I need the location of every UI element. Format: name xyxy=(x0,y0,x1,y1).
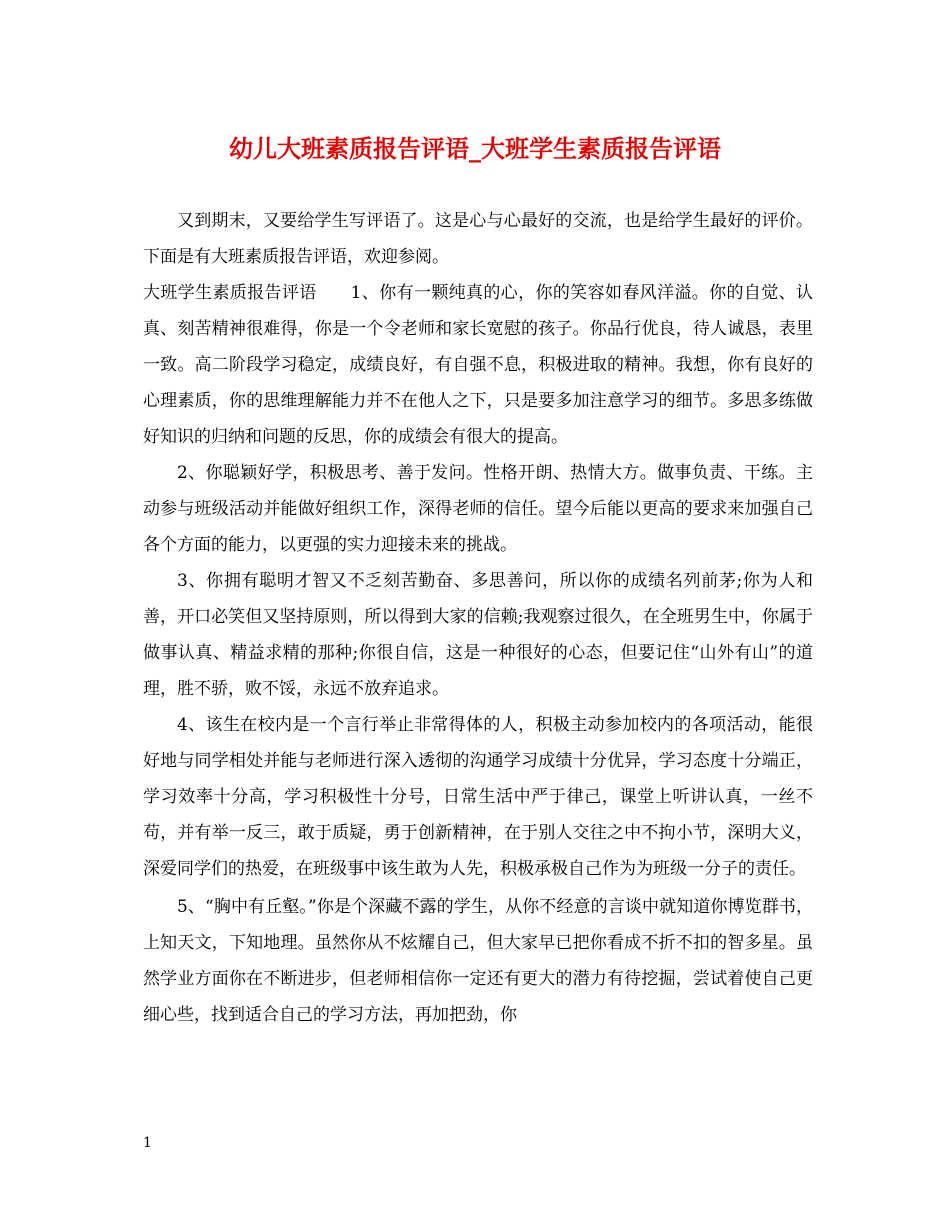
intro-paragraph: 又到期末，又要给学生写评语了。这是心与心最好的交流，也是给学生最好的评价。下面是有大班素质报告评语，欢迎参阅。 xyxy=(143,211,813,267)
comment-paragraph-4: 4、该生在校内是一个言行举止非常得体的人，积极主动参加校内的各项活动，能很好地与同学相处并能与老师进行深入透彻的沟通学习成绩十分优异，学习态度十分端正，学习效率十分高，学习积极性十分号，日常生活中严于律己，课堂上听讲认真，一丝不苟，并有举一反三，敢于质疑，勇于创新精神，在于别人交往之中不拘小节，深明大义，深爱同学们的热爱，在班级事中该生敢为人先，积极承极自己作为为班级一分子的责任。 xyxy=(143,715,813,879)
comment-paragraph-5: 5、“胸中有丘壑。”你是个深藏不露的学生，从你不经意的言谈中就知道你博览群书，上知天文，下知地理。虽然你从不炫耀自己，但大家早已把你看成不折不扣的智多星。虽然学业方面你在不断进步，但老师相信你一定还有更大的潜力有待挖掘，尝试着使自己更细心些，找到适合自己的学习方法，再加把劲，你 xyxy=(143,897,813,1025)
comment-paragraph-1 xyxy=(143,275,813,455)
document-body xyxy=(143,203,813,1033)
page-title: 幼儿大班素质报告评语_大班学生素质报告评语 xyxy=(229,134,721,163)
comment-paragraph-3: 3、你拥有聪明才智又不乏刻苦勤奋、多思善问，所以你的成绩名列前茅;你为人和善，开口必笑但又坚持原则，所以得到大家的信赖;我观察过很久，在全班男生中，你属于做事认真、精益求精的那种;你很自信，这是一种很好的心态，但要记住“山外有山”的道理，胜不骄，败不馁，永远不放弃追求。 xyxy=(143,571,813,699)
section-title: 大班学生素质报告评语 xyxy=(143,283,317,303)
page-number: 1 xyxy=(143,1135,152,1151)
comment-text-1: 1、你有一颗纯真的心，你的笑容如春风洋溢。你的自觉、认真、刻苦精神很难得，你是一个令老师和家长宽慰的孩子。你品行优良，待人诚恳，表里一致。高二阶段学习稳定，成绩良好，有自强不息，积极进取的精神。我想，你有良好的心理素质，你的思维理解能力并不在他人之下，只是要多加注意学习的细节。多思多练做好知识的归纳和问题的反思，你的成绩会有很大的提高。 xyxy=(143,283,813,447)
comment-paragraph-2: 2、你聪颖好学，积极思考、善于发问。性格开朗、热情大方。做事负责、干练。主动参与班级活动并能做好组织工作，深得老师的信任。望今后能以更高的要求来加强自己各个方面的能力，以更强的实力迎接未来的挑战。 xyxy=(143,463,813,555)
